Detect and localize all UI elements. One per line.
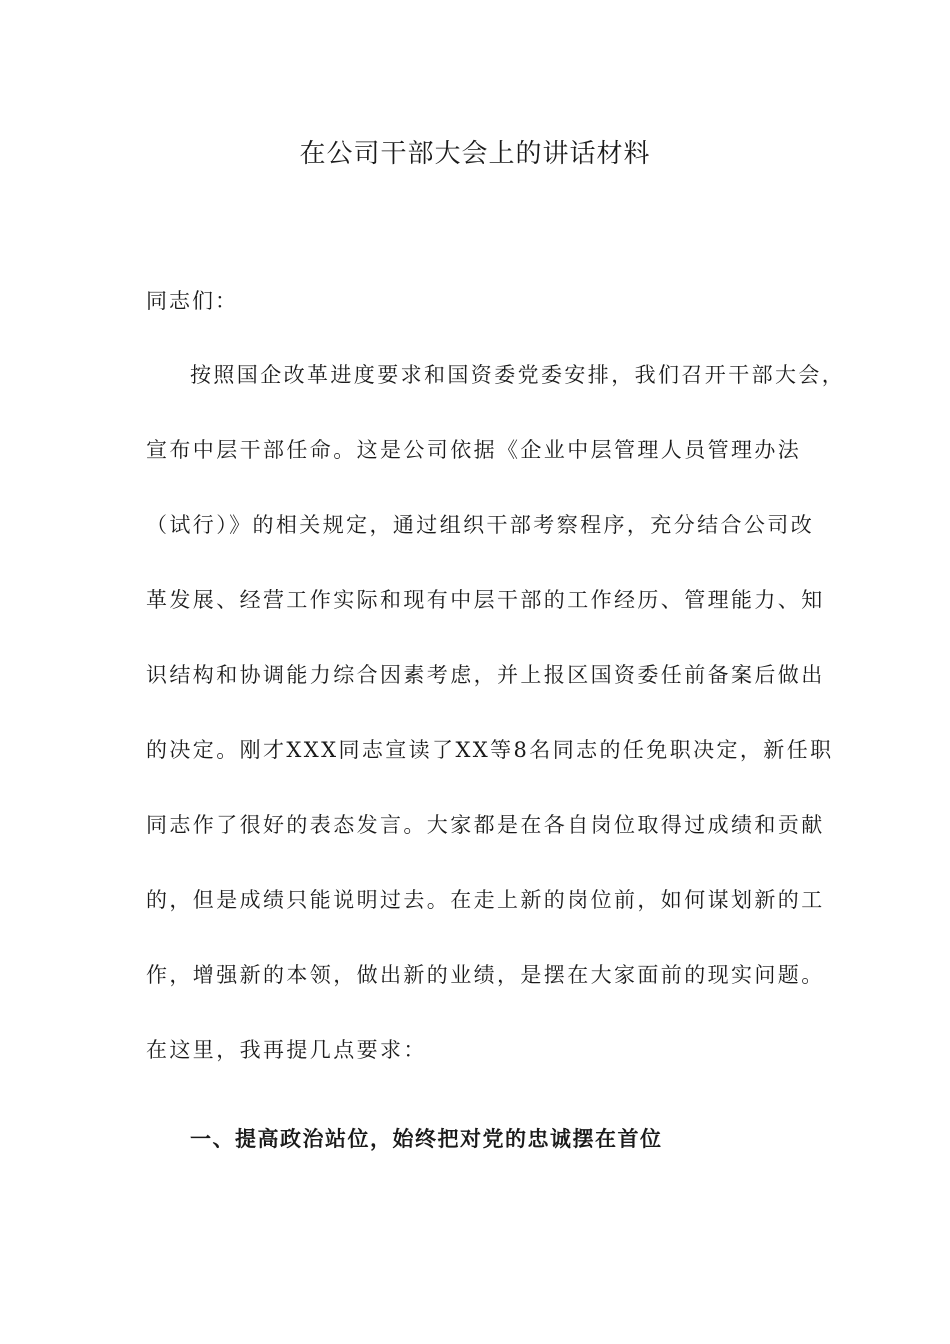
body-line: 宣布中层干部任命。这是公司依据《企业中层管理人员管理办法 <box>146 438 802 462</box>
body-line: 作，增强新的本领，做出新的业绩，是摆在大家面前的现实问题。 <box>146 963 825 987</box>
body-line: 按照国企改革进度要求和国资委党委安排，我们召开干部大会， <box>190 363 846 387</box>
body-line: 同志作了很好的表态发言。大家都是在各自岗位取得过成绩和贡献 <box>146 813 825 837</box>
body-line: 革发展、经营工作实际和现有中层干部的工作经历、管理能力、知 <box>146 588 825 612</box>
body-line: （试行）》的相关规定，通过组织干部考察程序，充分结合公司改 <box>146 513 815 537</box>
body-line: 的，但是成绩只能说明过去。在走上新的岗位前，如何谋划新的工 <box>146 888 825 912</box>
section-heading: 一、提高政治站位，始终把对党的忠诚摆在首位 <box>190 1127 663 1151</box>
body-line: 识结构和协调能力综合因素考虑，并上报区国资委任前备案后做出 <box>146 663 825 687</box>
body-line: 在这里，我再提几点要求： <box>146 1038 427 1062</box>
salutation: 同志们： <box>146 289 238 313</box>
document-title: 在公司干部大会上的讲话材料 <box>299 139 651 169</box>
body-line: 的决定。刚才XXX同志宣读了XX等8名同志的任免职决定，新任职 <box>146 738 834 762</box>
